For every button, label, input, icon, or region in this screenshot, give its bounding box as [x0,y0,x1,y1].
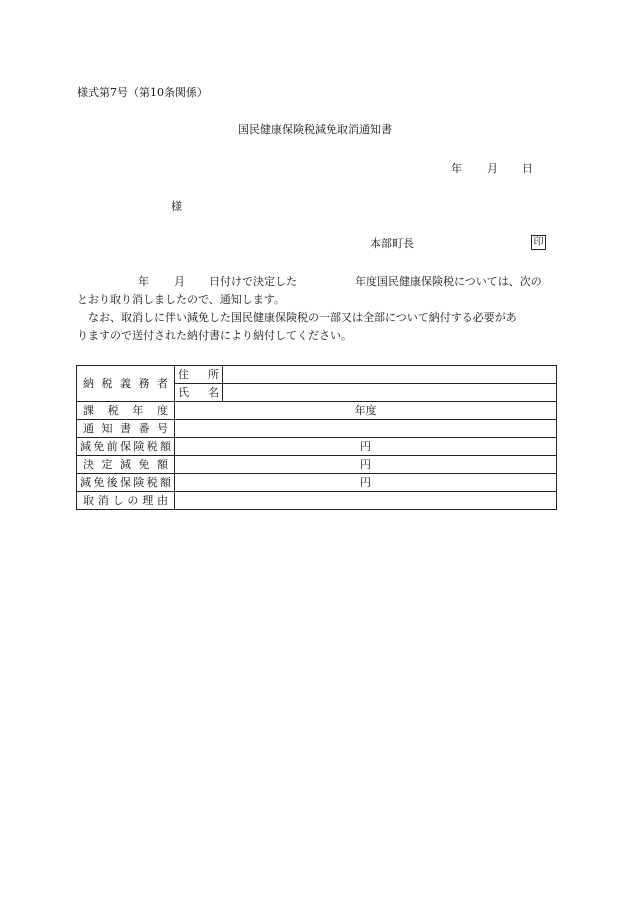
document-title: 国民健康保険税減免取消通知書 [238,123,392,136]
body-text-line-2: とおり取り消しましたので、通知します。 [77,293,285,306]
notice-number-label: 通知書番号 [77,420,175,438]
body-year-label: 年 [138,275,149,288]
name-field[interactable] [223,384,557,402]
address-label: 住所 [175,366,223,384]
date-year-label: 年 [451,162,462,175]
form-number: 様式第7号（第10条関係） [77,86,208,99]
cancellation-reason-field[interactable] [175,492,557,510]
body-fiscal-year-text: 年度国民健康保険税については、次の [355,275,542,288]
post-reduction-amount-field[interactable]: 円 [175,474,557,492]
tax-year-field[interactable]: 年度 [175,402,557,420]
name-label: 氏名 [175,384,223,402]
tax-year-label: 課税年度 [77,402,175,420]
date-day-label: 日 [522,162,533,175]
date-month-label: 月 [487,162,498,175]
decided-reduction-label: 決定減免額 [77,456,175,474]
table-row [77,456,557,474]
cancellation-reason-label: 取消しの理由 [77,492,175,510]
table-row [77,420,557,438]
body-text-line-4: りますので送付された納付書により納付してください。 [77,329,352,342]
notice-number-field[interactable] [175,420,557,438]
table-row [77,474,557,492]
recipient-honorific: 様 [171,200,182,213]
table-row [77,492,557,510]
post-reduction-amount-label: 減免後保険税額 [77,474,175,492]
decided-reduction-field[interactable]: 円 [175,456,557,474]
table-row [77,402,557,420]
issuer-name: 本部町長 [370,237,414,250]
pre-reduction-amount-field[interactable]: 円 [175,438,557,456]
taxpayer-label: 納税義務者 [77,366,175,402]
table-row [77,438,557,456]
body-day-decided-text: 日付けで決定した [209,275,297,288]
table-row [77,366,557,384]
pre-reduction-amount-label: 減免前保険税額 [77,438,175,456]
body-text-line-3: なお、取消しに伴い減免した国民健康保険税の一部又は全部について納付する必要があ [88,311,517,324]
seal-stamp: 印 [531,235,546,250]
notice-table [76,365,557,510]
body-month-label: 月 [174,275,185,288]
address-field[interactable] [223,366,557,384]
